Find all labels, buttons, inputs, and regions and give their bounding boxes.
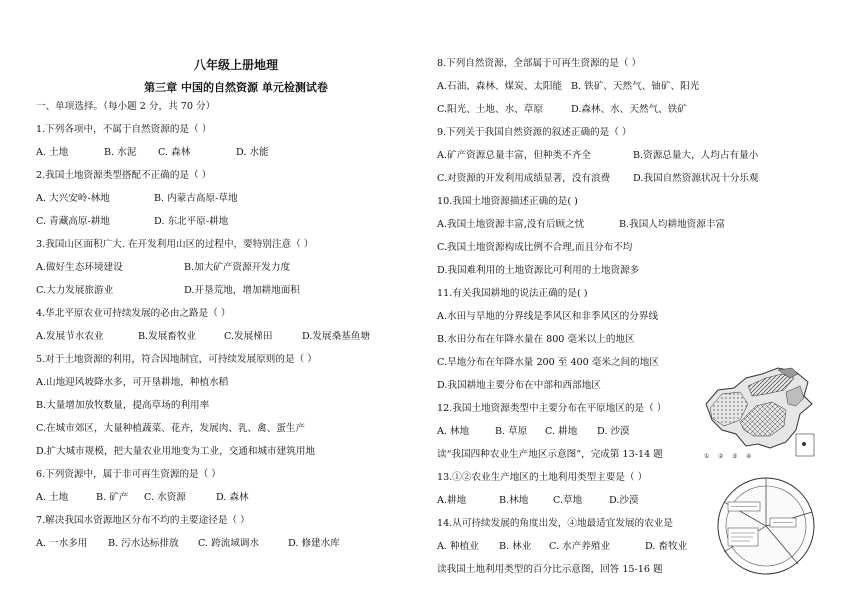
option: D. 修建水库	[288, 538, 340, 549]
option: B.加大矿产资源开发力度	[184, 262, 291, 273]
svg-text:②: ②	[718, 453, 724, 460]
option: B.发展畜牧业	[138, 331, 197, 342]
option: D.发展桑基鱼塘	[302, 331, 370, 342]
option: C. 水资源	[144, 492, 186, 503]
question-7: 7.解决我国水资源地区分布不均的主要途径是（ ）	[36, 515, 250, 526]
reading-instruction: 读“我国四种农业生产地区示意图”，完成第 13-14 题	[437, 449, 663, 460]
question-2-options-ab	[36, 193, 238, 205]
option: B. 污水达标排放	[108, 538, 179, 549]
pie-graphic	[710, 472, 822, 580]
option: B. 铁矿、天然气、铀矿、阳光	[571, 81, 700, 92]
land-use-pie-icon	[710, 472, 822, 580]
question-4-options	[36, 331, 370, 343]
option: B.林地	[499, 495, 529, 506]
exam-title: 八年级上册地理	[193, 58, 278, 72]
option: D.森林、水、天然气、铁矿	[571, 104, 687, 115]
section-heading: 一、单项选择。（每小题 2 分，共 70 分）	[36, 101, 216, 112]
option: A. 大兴安岭-林地	[36, 193, 110, 204]
option: A. 林地	[437, 426, 470, 437]
option: A.耕地	[437, 495, 467, 506]
question-12-options	[437, 426, 630, 438]
option: C.对资源的开发利用成绩显著，没有浪费	[437, 173, 611, 184]
option: C. 耕地	[545, 426, 578, 437]
reading-instruction-2: 读我国土地利用类型的百分比示意图，回答 15-16 题	[437, 564, 663, 575]
option: C. 跨流域调水	[198, 538, 260, 549]
option: C.草地	[553, 495, 583, 506]
question-7-options	[36, 538, 340, 550]
option: B. 内蒙古高原-草地	[154, 193, 238, 204]
option: D.我国耕地主要分布在中部和西部地区	[437, 380, 601, 391]
option: C.我国土地资源构成比例不合理,而且分布不均	[437, 242, 633, 253]
option: C. 水产养殖业	[549, 541, 611, 552]
question-4: 4.华北平原农业可持续发展的必由之路是（ ）	[36, 308, 231, 319]
option: A.矿产资源总量丰富，但种类不齐全	[437, 150, 591, 161]
question-2: 2.我国土地资源类型搭配不正确的是（ ）	[36, 170, 212, 181]
option: C.阳光、土地、水、草原	[437, 104, 543, 115]
question-12: 12.我国土地资源类型中主要分布在平原地区的是（ ）	[437, 403, 667, 414]
question-8: 8.下列自然资源，全部属于可再生资源的是（ ）	[437, 58, 642, 69]
question-13-options	[437, 495, 639, 507]
option: B. 水泥	[104, 147, 137, 158]
question-6: 6.下列资源中，属于非可再生资源的是（ ）	[36, 469, 221, 480]
option: A.我国土地资源丰富,没有后顾之忧	[437, 219, 585, 230]
svg-text:④: ④	[746, 453, 752, 460]
option: B. 矿产	[96, 492, 129, 503]
option: A.水田与旱地的分界线是季风区和非季风区的分界线	[437, 311, 659, 322]
option: D.沙漠	[609, 495, 639, 506]
question-6-options	[36, 492, 249, 504]
option: D.我国自然资源状况十分乐观	[633, 173, 759, 184]
option: C.发展梯田	[224, 331, 273, 342]
option: B.大量增加放牧数量，提高草场的利用率	[36, 400, 210, 411]
question-1-options	[36, 147, 269, 159]
option: B.水田分布在年降水量在 800 毫米以上的地区	[437, 334, 635, 345]
option: D.扩大城市规模，把大量农业用地变为工业，交通和城市建筑用地	[36, 446, 316, 457]
question-3-options-cd	[36, 285, 300, 297]
question-8-options-cd	[437, 104, 687, 116]
option: A. 一水多用	[36, 538, 88, 549]
svg-text:③: ③	[732, 453, 738, 460]
option: B.我国人均耕地资源丰富	[619, 219, 726, 230]
option: A.发展节水农业	[36, 331, 104, 342]
option: C.在城市郊区，大量种植蔬菜、花卉，发展肉、乳、禽、蛋生产	[36, 423, 306, 434]
option: C. 森林	[158, 147, 191, 158]
question-11: 11.有关我国耕地的说法正确的是( )	[437, 288, 588, 299]
option: A.做好生态环境建设	[36, 262, 123, 273]
question-1: 1.下列各项中，不属于自然资源的是（ ）	[36, 124, 212, 135]
question-9-options-cd	[437, 173, 759, 185]
map-graphic	[700, 364, 820, 462]
option: C.旱地分布在年降水量 200 至 400 毫米之间的地区	[437, 357, 659, 368]
question-10-options-ab	[437, 219, 725, 231]
china-agriculture-map-icon	[700, 364, 820, 462]
option: A. 种植业	[437, 541, 479, 552]
question-3: 3.我国山区面积广大. 在开发利用山区的过程中，要特别注意（ ）	[36, 239, 314, 250]
question-5: 5.对于土地资源的利用，符合因地制宜，可持续发展原则的是（ ）	[36, 354, 317, 365]
option: A.山地迎风坡降水多，可开垦耕地，种植水稻	[36, 377, 229, 388]
question-14: 14.从可持续发展的角度出发，④地最适宜发展的农业是	[437, 518, 673, 529]
option: B.资源总量大，人均占有量小	[633, 150, 759, 161]
option: C. 青藏高原-耕地	[36, 216, 110, 227]
option: C.大力发展旅游业	[36, 285, 114, 296]
question-10: 10.我国土地资源描述正确的是( )	[437, 196, 578, 207]
question-8-options-ab	[437, 81, 699, 93]
option: A. 土地	[36, 492, 69, 503]
option: A. 土地	[36, 147, 69, 158]
question-2-options-cd	[36, 216, 228, 228]
option: D. 森林	[216, 492, 249, 503]
question-9: 9.下列关于我国自然资源的叙述正确的是（ ）	[437, 127, 632, 138]
option: A.石油、森林、煤炭、太阳能	[437, 81, 563, 92]
option: D.开垦荒地，增加耕地面积	[184, 285, 300, 296]
question-9-options-ab	[437, 150, 758, 162]
option: D. 水能	[236, 147, 269, 158]
option: D.我国难利用的土地资源比可利用的土地资源多	[437, 265, 640, 276]
option: D. 沙漠	[597, 426, 630, 437]
option: B. 草原	[495, 426, 528, 437]
question-14-options	[437, 541, 687, 553]
question-13: 13.①②农业生产地区的土地利用类型主要是（ ）	[437, 472, 648, 483]
option: B. 林业	[499, 541, 532, 552]
svg-text:①: ①	[704, 453, 710, 460]
exam-subtitle: 第三章 中国的自然资源 单元检测试卷	[144, 81, 328, 94]
option: D. 畜牧业	[645, 541, 688, 552]
question-3-options-ab	[36, 262, 290, 274]
option: D. 东北平原-耕地	[154, 216, 229, 227]
